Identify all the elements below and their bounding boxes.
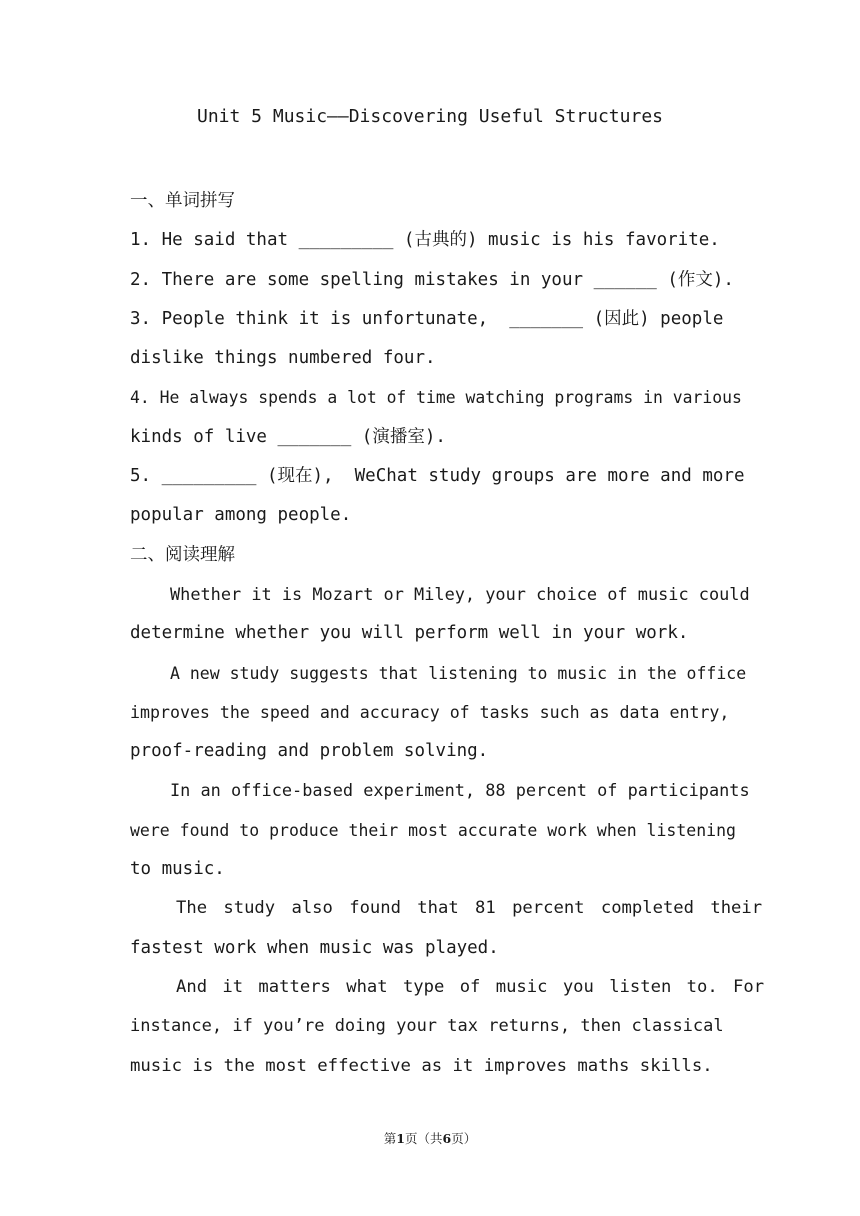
spelling-item-3-line-1: 3. People think it is unfortunate, _______ (因此) people [130,308,724,329]
page-footer [0,1130,860,1148]
passage-line-13: music is the most effective as it improves maths skills. [130,1055,713,1076]
passage-line-10: fastest work when music was played. [130,937,499,958]
passage-line-12: instance, if you’re doing your tax returns, then classical [130,1016,724,1037]
spelling-item-5-line-1: 5. _________ (现在), WeChat study groups are more and more [130,466,745,487]
passage-line-4: improves the speed and accuracy of tasks such as data entry, [130,702,730,722]
passage-line-5: proof-reading and problem solving. [130,741,489,762]
passage-line-6: In an office-based experiment, 88 percent of participants [170,780,750,801]
spelling-item-1: 1. He said that _________ (古典的) music is his favorite. [130,230,720,251]
spelling-item-4-line-2: kinds of live _______ (演播室). [130,426,446,447]
footer-middle: 页（共 [404,1131,443,1146]
passage-line-11: And it matters what type of music you listen to. For [176,976,765,997]
section-heading-spelling: 一、单词拼写 [130,191,235,211]
document-body [130,182,765,1086]
page-title: Unit 5 Music——Discovering Useful Structures [197,106,663,127]
passage-line-1: Whether it is Mozart or Miley, your choice of music could [170,583,750,604]
footer-prefix: 第 [383,1131,397,1146]
passage-line-3: A new study suggests that listening to music in the office [170,663,747,683]
passage-line-8: to music. [130,859,225,880]
spelling-item-3-line-2: dislike things numbered four. [130,348,436,369]
passage-line-9: The study also found that 81 percent completed their [176,898,763,919]
spelling-item-5-line-2: popular among people. [130,505,352,526]
spelling-item-2: 2. There are some spelling mistakes in your ______ (作文). [130,269,734,290]
passage-line-2: determine whether you will perform well in your work. [130,623,689,644]
footer-page-number: 1 [396,1131,405,1146]
passage-line-7: were found to produce their most accurate work when listening [130,820,736,840]
spelling-item-4-line-1: 4. He always spends a lot of time watching programs in various [130,388,742,408]
footer-total-pages: 6 [442,1131,452,1146]
footer-suffix: 页） [451,1131,477,1146]
section-heading-reading: 二、阅读理解 [130,544,235,565]
